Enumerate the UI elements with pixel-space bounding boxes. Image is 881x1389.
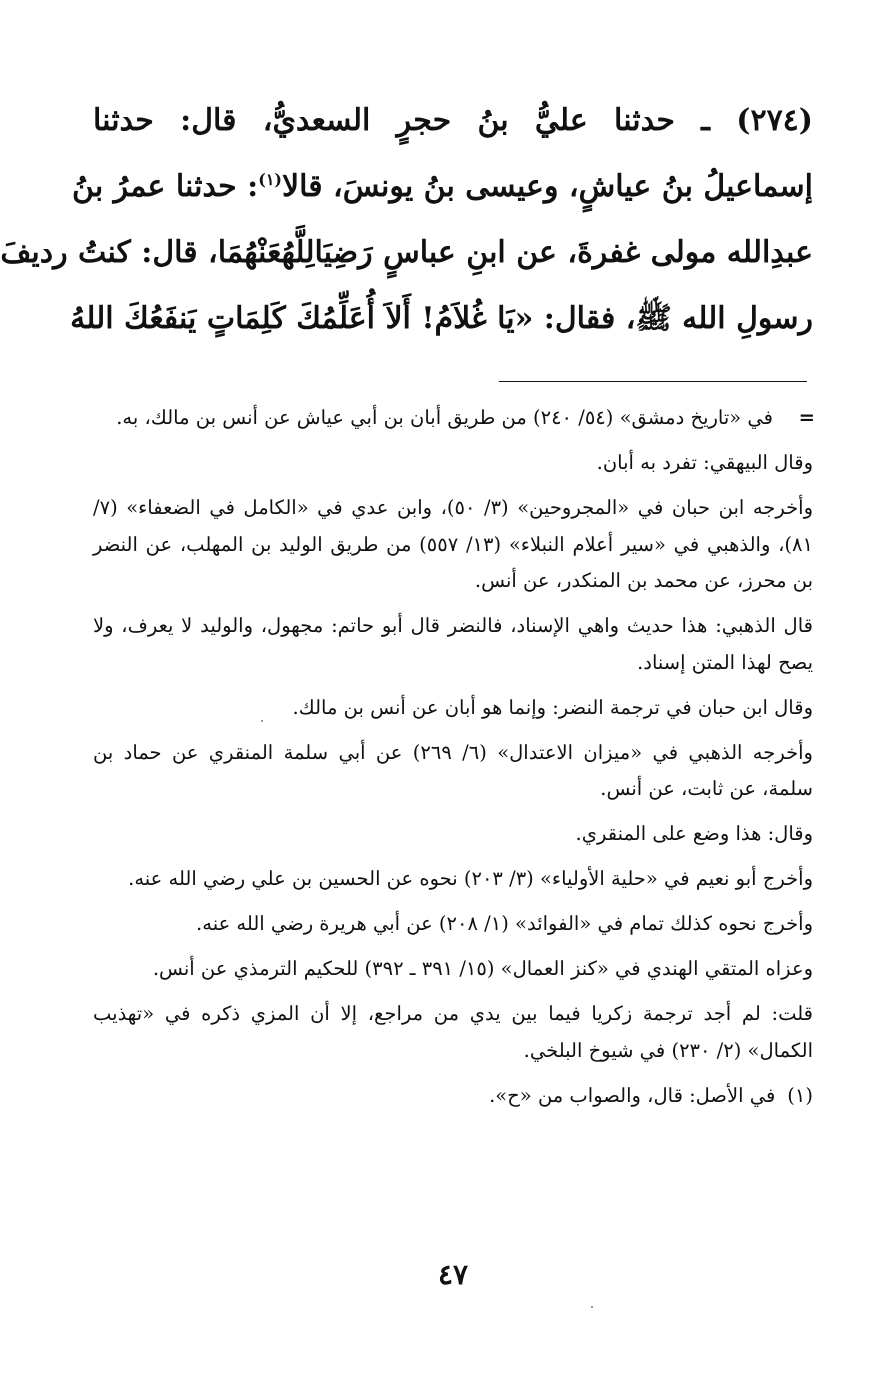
main-hadith-text xyxy=(0,88,813,352)
note-paragraph: قال الذهبي: هذا حديث واهي الإسناد، فالنضر قال أبو حاتم: مجهول، والوليد لا يعرف، ولا يصح لهذا المتن إسناد. xyxy=(93,614,813,674)
note-paragraph: قلت: لم أجد ترجمة زكريا فيما بين يدي من مراجع، إلا أن المزي ذكره في «تهذيب الكمال» (٢/ ٢٣٠) في شيوخ البلخي. xyxy=(93,1002,813,1062)
main-text-line-1: (٢٧٤) ـ حدثنا عليُّ بنُ حجرٍ السعديُّ، قال: حدثنا xyxy=(93,103,813,138)
note-paragraph: وعزاه المتقي الهندي في «كنز العمال» (١٥/ ٣٩١ ـ ٣٩٢) للحكيم الترمذي عن أنس. xyxy=(152,957,813,980)
main-text-line-2-start: إسماعيلُ بنُ عياشٍ، وعيسى بنُ يونسَ، قالا xyxy=(282,169,813,204)
page-number: ٤٧ xyxy=(437,1258,469,1291)
footnote-1 xyxy=(93,1078,813,1115)
note-paragraph: وقال ابن حبان في ترجمة النضر: وإنما هو أبان عن أنس بن مالك. xyxy=(292,695,813,719)
footnote-reference: (١) xyxy=(258,170,282,189)
main-text-line-3: عبدِالله مولى غفرةَ، عن ابنِ عباسٍ رَضِيَالِلَّهُعَنْهُمَا، قال: كنتُ رديفَ xyxy=(0,235,813,270)
footnote-separator xyxy=(499,381,807,382)
footnote-text: في الأصل: قال، والصواب من «ح». xyxy=(489,1083,776,1107)
note-paragraph: وقال: هذا وضع على المنقري. xyxy=(575,822,813,845)
footnote-number: (١) xyxy=(787,1083,813,1107)
note-paragraph-continued xyxy=(93,400,813,437)
note-paragraph: وأخرج أبو نعيم في «حلية الأولياء» (٣/ ٢٠٣) نحوه عن الحسين بن علي رضي الله عنه. xyxy=(128,867,813,890)
main-text-line-2-end: : حدثنا عمرُ بنُ xyxy=(72,169,259,204)
scan-speck xyxy=(591,1306,593,1308)
note-paragraph: وأخرجه ابن حبان في «المجروحين» (٣/ ٥٠)، وابن عدي في «الكامل في الضعفاء» (٧/ ٨١)، والذهبي في «سير أعلام النبلاء» (١٣/ ٥٥٧) من طريق الوليد بن المهلب، عن النضر بن محرز، عن محمد بن المنكدر، عن أنس. xyxy=(93,496,813,592)
note-paragraph: وقال البيهقي: تفرد به أبان. xyxy=(596,451,813,474)
note-paragraph: وأخرج نحوه كذلك تمام في «الفوائد» (١/ ٢٠٨) عن أبي هريرة رضي الله عنه. xyxy=(196,912,813,935)
scan-speck xyxy=(261,720,263,722)
continuation-marker: = xyxy=(798,406,815,429)
footnotes-section xyxy=(93,400,813,1123)
main-text-line-4: رسولِ الله ﷺ، فقال: «يَا غُلاَمُ! أَلاَ أُعَلِّمُكَ كَلِمَاتٍ يَنفَعُكَ اللهُ xyxy=(70,301,813,336)
note-paragraph: وأخرجه الذهبي في «ميزان الاعتدال» (٦/ ٢٦٩) عن أبي سلمة المنقري عن حماد بن سلمة، عن ثابت، عن أنس. xyxy=(93,740,813,800)
main-text-line-2 xyxy=(72,154,813,220)
note-text: في «تاريخ دمشق» (٥٤/ ٢٤٠) من طريق أبان بن أبي عياش عن أنس بن مالك، به. xyxy=(116,406,773,429)
